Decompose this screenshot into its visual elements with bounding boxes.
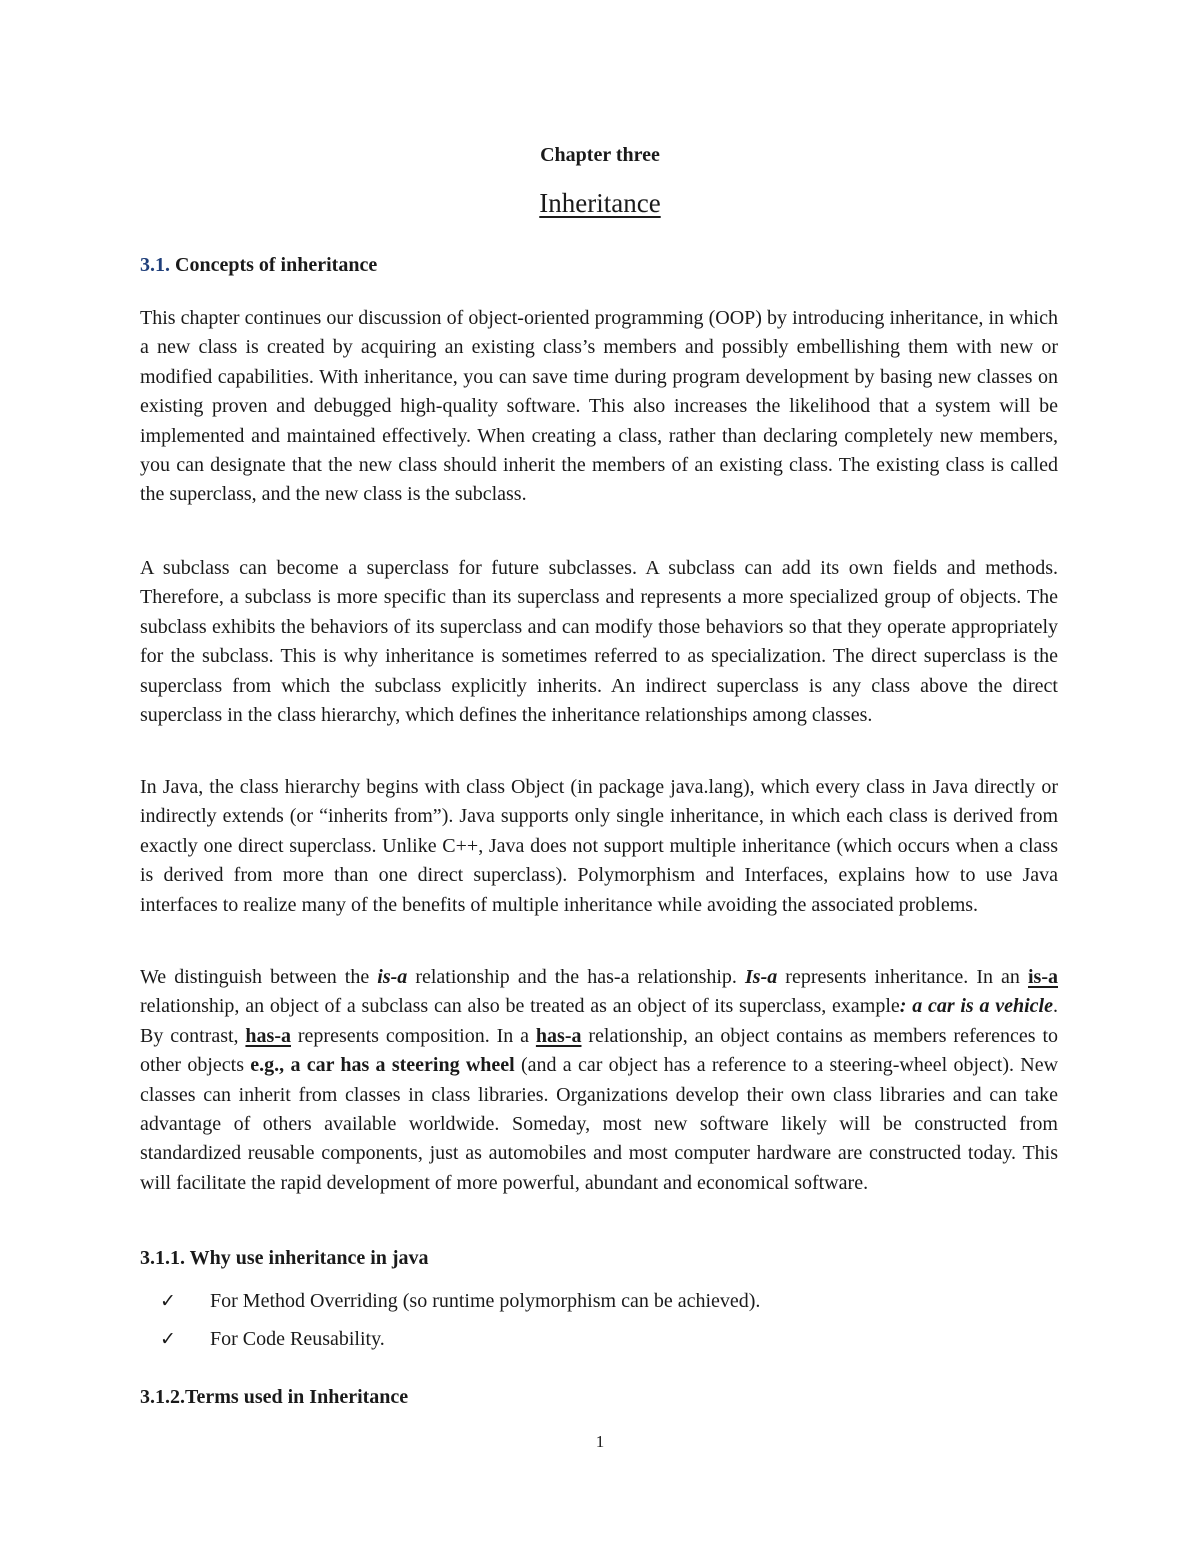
- list-item-text: For Code Reusability.: [210, 1328, 385, 1350]
- text-run: relationship and the has-a relationship.: [407, 966, 745, 988]
- list-item: [160, 1328, 760, 1366]
- section-heading-3-1-2: 3.1.2.Terms used in Inheritance: [140, 1386, 409, 1408]
- page-title: Inheritance: [539, 188, 661, 218]
- list-item: [160, 1290, 760, 1328]
- section-number: 3.1.: [140, 254, 170, 276]
- text-run: represents inheritance. In an: [777, 966, 1028, 988]
- term-is-a: is-a: [1028, 966, 1058, 988]
- example-phrase: e.g., a car has a steering wheel: [250, 1054, 515, 1077]
- example-phrase: : a car is a vehicle: [899, 995, 1053, 1018]
- term-is-a: is-a: [377, 966, 408, 988]
- reasons-list: [160, 1290, 760, 1366]
- text-run: relationship, an object contains as members references to other objects: [140, 1024, 1059, 1077]
- list-item-text: For Method Overriding (so runtime polymorphism can be achieved).: [210, 1290, 761, 1312]
- paragraph-3: In Java, the class hierarchy begins with class Object (in package java.lang), which every class in Java directly or indirectly extends (or “inherits from”). Java supports only single inheritance, in which each class is derived from exactly one direct superclass. Unlike C++, Java does not support multiple inheritance (which occurs when a class is derived from more than one direct superclass). Polymorphism and Interfaces, explains how to use Java interfaces to realize many of the benefits of multiple inheritance while avoiding the associated problems.: [140, 776, 1058, 916]
- text-run: represents composition. In a: [291, 1024, 536, 1047]
- term-is-a: Is-a: [745, 966, 778, 988]
- checkmark-icon: ✓: [160, 1291, 176, 1312]
- text-run: We distinguish between the: [140, 966, 378, 988]
- page-number: 1: [595, 1432, 605, 1451]
- section-heading-3-1-1: 3.1.1. Why use inheritance in java: [140, 1247, 429, 1269]
- text-run: . By contrast,: [140, 995, 1058, 1047]
- section-heading-3-1: [140, 254, 377, 277]
- chapter-label: Chapter three: [540, 144, 660, 166]
- checkmark-icon: ✓: [160, 1329, 176, 1350]
- term-has-a: has-a: [535, 1024, 582, 1047]
- term-has-a: has-a: [245, 1024, 291, 1047]
- text-run: relationship, an object of a subclass can also be treated as an object of its superclass, example: [140, 995, 900, 1018]
- section-title: Concepts of inheritance: [170, 254, 378, 276]
- paragraph-2: A subclass can become a superclass for future subclasses. A subclass can add its own fields and methods. Therefore, a subclass is more specific than its superclass and represents a more specialized group of objects. The subclass exhibits the behaviors of its superclass and can modify those behaviors so that they operate appropriately for the subclass. This is why inheritance is sometimes referred to as specialization. The direct superclass is the superclass from which the subclass explicitly inherits. An indirect superclass is any class above the direct superclass in the class hierarchy, which defines the inheritance relationships among classes.: [140, 557, 1058, 727]
- paragraph-1: This chapter continues our discussion of object-oriented programming (OOP) by introducing inheritance, in which a new class is created by acquiring an existing class’s members and possibly embellishing them with new or modified capabilities. With inheritance, you can save time during program development by basing new classes on existing proven and debugged high-quality software. This also increases the likelihood that a system will be implemented and maintained effectively. When creating a class, rather than declaring completely new members, you can designate that the new class should inherit the members of an existing class. The existing class is called the superclass, and the new class is the subclass.: [140, 307, 1058, 506]
- text-run: (and a car object has a reference to a steering-wheel object). New classes can inherit from classes in class libraries. Organizations develop their own class libraries and can take advantage of others available worldwide. Someday, most new software likely will be constructed from standardized reusable components, just as automobiles and most computer hardware are constructed today. This will facilitate the rapid development of more powerful, abundant and economical software.: [140, 1054, 1059, 1194]
- paragraph-4: [140, 963, 1058, 1198]
